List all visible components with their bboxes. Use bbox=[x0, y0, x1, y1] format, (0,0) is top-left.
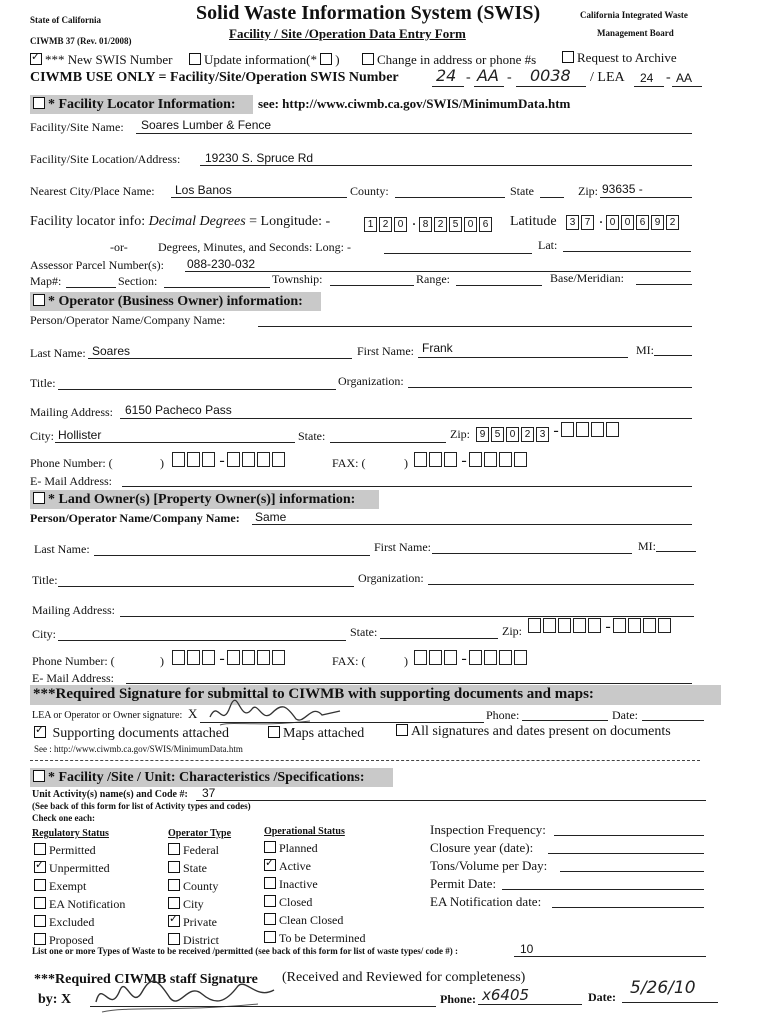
swis-part3: 0038 bbox=[530, 66, 571, 85]
operational-option[interactable] bbox=[264, 913, 343, 928]
digit-box: 1 bbox=[364, 217, 377, 232]
state-label: State of California bbox=[30, 15, 101, 25]
decimal-point: . bbox=[412, 212, 416, 229]
land-owner-name[interactable]: Same bbox=[255, 510, 287, 524]
land-zip-boxes[interactable]: - bbox=[528, 618, 673, 636]
digit-box: 0 bbox=[506, 427, 519, 442]
unit-activity-code[interactable]: 37 bbox=[202, 786, 216, 800]
lea-part2: AA bbox=[676, 71, 693, 85]
digit-box: 0 bbox=[621, 215, 634, 230]
regulatory-option[interactable] bbox=[34, 843, 96, 858]
operator-types-option[interactable] bbox=[168, 843, 219, 858]
digit-box: 9 bbox=[651, 215, 664, 230]
all-signatures-option[interactable]: All signatures and dates present on documents bbox=[396, 724, 671, 740]
status-checkbox[interactable] bbox=[168, 861, 180, 873]
digit-box: 6 bbox=[479, 217, 492, 232]
digit-box: 9 bbox=[476, 427, 489, 442]
agency-line1: California Integrated Waste bbox=[580, 10, 688, 20]
facility-zip[interactable]: 93635 - bbox=[602, 182, 643, 196]
land-owner-header: * Land Owner(s) [Property Owner(s)] information: bbox=[30, 490, 379, 509]
digit-box: 2 bbox=[666, 215, 679, 230]
status-label: State bbox=[183, 861, 207, 875]
status-label: Inactive bbox=[279, 877, 318, 891]
change-address-option[interactable]: Change in address or phone #s bbox=[362, 52, 536, 68]
status-checkbox[interactable] bbox=[168, 843, 180, 855]
digit-box: 5 bbox=[491, 427, 504, 442]
land-owner-checkbox[interactable] bbox=[33, 492, 45, 504]
status-checkbox[interactable] bbox=[34, 861, 46, 873]
status-checkbox[interactable] bbox=[168, 915, 180, 927]
status-checkbox[interactable] bbox=[168, 879, 180, 891]
status-label: Permitted bbox=[49, 843, 96, 857]
regulatory-option[interactable] bbox=[34, 861, 110, 876]
characteristics-checkbox[interactable] bbox=[33, 770, 45, 782]
digit-box: 2 bbox=[434, 217, 447, 232]
longitude-boxes[interactable] bbox=[364, 212, 494, 232]
operator-city[interactable]: Hollister bbox=[58, 428, 102, 442]
operator-types-option[interactable] bbox=[168, 897, 204, 912]
swis-part2: AA bbox=[477, 66, 499, 85]
status-label: Planned bbox=[279, 841, 318, 855]
maps-attached-checkbox[interactable] bbox=[268, 726, 280, 738]
locator-see-link[interactable]: see: http://www.ciwmb.ca.gov/SWIS/MinimumData.htm bbox=[258, 96, 571, 111]
status-checkbox[interactable] bbox=[264, 877, 276, 889]
update-info-checkbox[interactable] bbox=[189, 53, 201, 65]
new-swis-option[interactable]: ✓*** New SWIS Number bbox=[30, 52, 172, 68]
status-label: City bbox=[183, 897, 204, 911]
operator-zip-boxes[interactable]: 9 5 0 2 3 - bbox=[476, 422, 621, 442]
operational-option[interactable] bbox=[264, 931, 365, 946]
archive-option[interactable]: Request to Archive bbox=[562, 50, 677, 66]
regulatory-option[interactable] bbox=[34, 897, 125, 912]
status-label: County bbox=[183, 879, 219, 893]
status-checkbox[interactable] bbox=[264, 913, 276, 925]
digit-box: 0 bbox=[394, 217, 407, 232]
all-signatures-checkbox[interactable] bbox=[396, 724, 408, 736]
operator-header: * Operator (Business Owner) information: bbox=[30, 292, 321, 311]
locator-checkbox[interactable] bbox=[33, 97, 45, 109]
waste-type-code[interactable]: 10 bbox=[520, 942, 534, 956]
digit-box: 3 bbox=[566, 215, 579, 230]
status-checkbox[interactable] bbox=[34, 879, 46, 891]
status-checkbox[interactable] bbox=[264, 895, 276, 907]
operator-mailing-address[interactable]: 6150 Pacheco Pass bbox=[125, 403, 232, 417]
digit-box: 6 bbox=[636, 215, 649, 230]
characteristics-header: * Facility /Site / Unit: Characteristics /Specifications: bbox=[30, 768, 393, 787]
operator-types-option[interactable] bbox=[168, 879, 218, 894]
status-checkbox[interactable] bbox=[34, 897, 46, 909]
new-swis-checkbox[interactable] bbox=[30, 53, 42, 65]
digit-box: 3 bbox=[536, 427, 549, 442]
status-label: Clean Closed bbox=[279, 913, 344, 927]
operator-types-option[interactable] bbox=[168, 915, 217, 930]
facility-city[interactable]: Los Banos bbox=[175, 183, 232, 197]
operator-phone-boxes[interactable]: - bbox=[172, 452, 287, 470]
operator-fax-boxes[interactable]: - bbox=[414, 452, 529, 470]
assessor-parcel-number[interactable]: 088-230-032 bbox=[187, 257, 256, 271]
status-checkbox[interactable] bbox=[264, 841, 276, 853]
status-checkbox[interactable] bbox=[264, 931, 276, 943]
archive-checkbox[interactable] bbox=[562, 51, 574, 63]
status-label: To be Determined bbox=[279, 931, 366, 945]
status-label: Federal bbox=[183, 843, 219, 857]
status-label: Proposed bbox=[49, 933, 94, 947]
digit-box: 2 bbox=[521, 427, 534, 442]
facility-address[interactable]: 19230 S. Spruce Rd bbox=[205, 151, 314, 165]
operational-option[interactable] bbox=[264, 895, 312, 910]
staff-date[interactable]: 5/26/10 bbox=[630, 978, 696, 998]
status-checkbox[interactable] bbox=[168, 897, 180, 909]
locator-header: * Facility Locator Information: bbox=[30, 95, 253, 114]
status-label: Active bbox=[279, 859, 311, 873]
status-label: Excluded bbox=[49, 915, 95, 929]
status-label: District bbox=[183, 933, 219, 947]
signature-header: ***Required Signature for submittal to CIWMB with supporting documents and maps: bbox=[30, 685, 721, 705]
digit-box: 5 bbox=[449, 217, 462, 232]
operator-last-name[interactable]: Soares bbox=[92, 344, 131, 358]
operator-first-name[interactable]: Frank bbox=[422, 341, 453, 355]
regulatory-option[interactable] bbox=[34, 915, 94, 930]
update-info-option[interactable]: Update information(* ) bbox=[189, 52, 340, 68]
facility-name[interactable]: Soares Lumber & Fence bbox=[141, 118, 272, 132]
operator-checkbox[interactable] bbox=[33, 294, 45, 306]
status-label: Exempt bbox=[49, 879, 87, 893]
lea-part1: 24 bbox=[640, 71, 654, 85]
update-star-checkbox[interactable] bbox=[320, 53, 332, 65]
decimal-point: . bbox=[599, 210, 603, 227]
supporting-docs-option[interactable]: ✓ Supporting documents attached bbox=[34, 726, 229, 742]
swis-part1: 24 bbox=[436, 66, 457, 85]
digit-box: 0 bbox=[464, 217, 477, 232]
status-label: Closed bbox=[279, 895, 313, 909]
agency-line2: Management Board bbox=[597, 28, 674, 38]
change-address-checkbox[interactable] bbox=[362, 53, 374, 65]
digit-box: 8 bbox=[419, 217, 432, 232]
operator-types-option[interactable] bbox=[168, 861, 207, 876]
form-subtitle: Facility / Site /Operation Data Entry Form bbox=[229, 26, 466, 41]
land-fax-boxes[interactable]: - bbox=[414, 650, 529, 668]
staff-phone[interactable]: x6405 bbox=[482, 986, 530, 1004]
digit-box: 0 bbox=[606, 215, 619, 230]
maps-attached-option[interactable]: Maps attached bbox=[268, 726, 364, 742]
land-phone-boxes[interactable]: - bbox=[172, 650, 287, 668]
operational-option[interactable] bbox=[264, 841, 318, 856]
digit-box: 7 bbox=[581, 215, 594, 230]
status-label: Unpermitted bbox=[49, 861, 110, 875]
status-checkbox[interactable] bbox=[34, 933, 46, 945]
signature-see-link[interactable]: See : http://www.ciwmb.ca.gov/SWIS/MinimumData.htm bbox=[34, 744, 243, 754]
staff-signature[interactable] bbox=[88, 972, 288, 1022]
operational-option[interactable] bbox=[264, 859, 311, 874]
status-checkbox[interactable] bbox=[168, 933, 180, 945]
swis-label: CIWMB USE ONLY = Facility/Site/Operation SWIS Number bbox=[30, 70, 399, 85]
status-label: Private bbox=[183, 915, 217, 929]
digit-box: 2 bbox=[379, 217, 392, 232]
form-number: CIWMB 37 (Rev. 01/2008) bbox=[30, 36, 132, 46]
status-checkbox[interactable] bbox=[34, 915, 46, 927]
status-checkbox[interactable] bbox=[34, 843, 46, 855]
supporting-docs-checkbox[interactable] bbox=[34, 726, 46, 738]
regulatory-option[interactable] bbox=[34, 879, 86, 894]
form-title: Solid Waste Information System (SWIS) bbox=[196, 2, 541, 24]
status-label: EA Notification bbox=[49, 897, 126, 911]
latitude-boxes[interactable] bbox=[566, 210, 681, 230]
operational-option[interactable] bbox=[264, 877, 318, 892]
decimal-degrees-row: Facility locator info: Decimal Degrees = Longitude: - bbox=[30, 214, 331, 229]
status-checkbox[interactable] bbox=[264, 859, 276, 871]
